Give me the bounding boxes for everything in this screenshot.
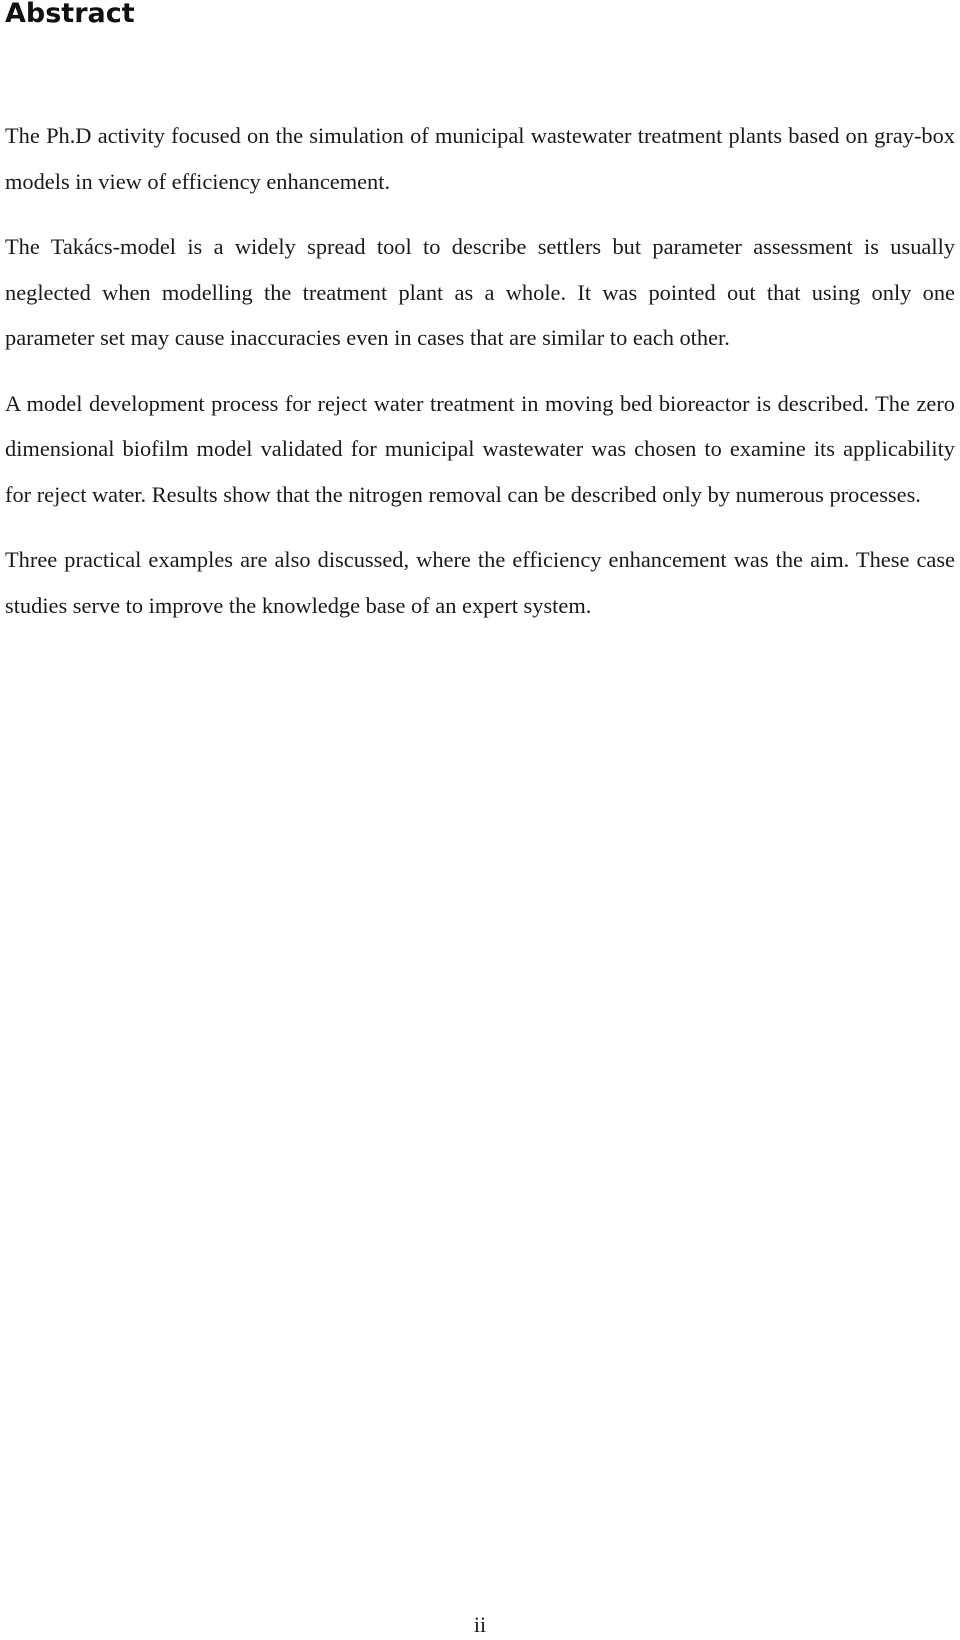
abstract-heading: Abstract xyxy=(5,0,135,29)
abstract-paragraph-3: A model development process for reject water treatment in moving bed bioreactor is described. The zero dimensional biofilm model validated for municipal wastewater was chosen to examine its applicability for reject water. Results show that the nitrogen removal can be described only by numerous processes. xyxy=(5,390,955,507)
abstract-paragraph-1: The Ph.D activity focused on the simulation of municipal wastewater treatment plants based on gray-box models in view of efficiency enhancement. xyxy=(5,123,955,194)
page-number: ii xyxy=(473,1612,487,1637)
abstract-paragraph-4: Three practical examples are also discussed, where the efficiency enhancement was the aim. These case studies serve to improve the knowledge base of an expert system. xyxy=(5,547,955,618)
abstract-paragraph-2: The Takács-model is a widely spread tool to describe settlers but parameter assessment is usually neglected when modelling the treatment plant as a whole. It was pointed out that using only one parameter set may cause inaccuracies even in cases that are similar to each other. xyxy=(5,234,955,350)
abstract-body xyxy=(5,113,955,628)
